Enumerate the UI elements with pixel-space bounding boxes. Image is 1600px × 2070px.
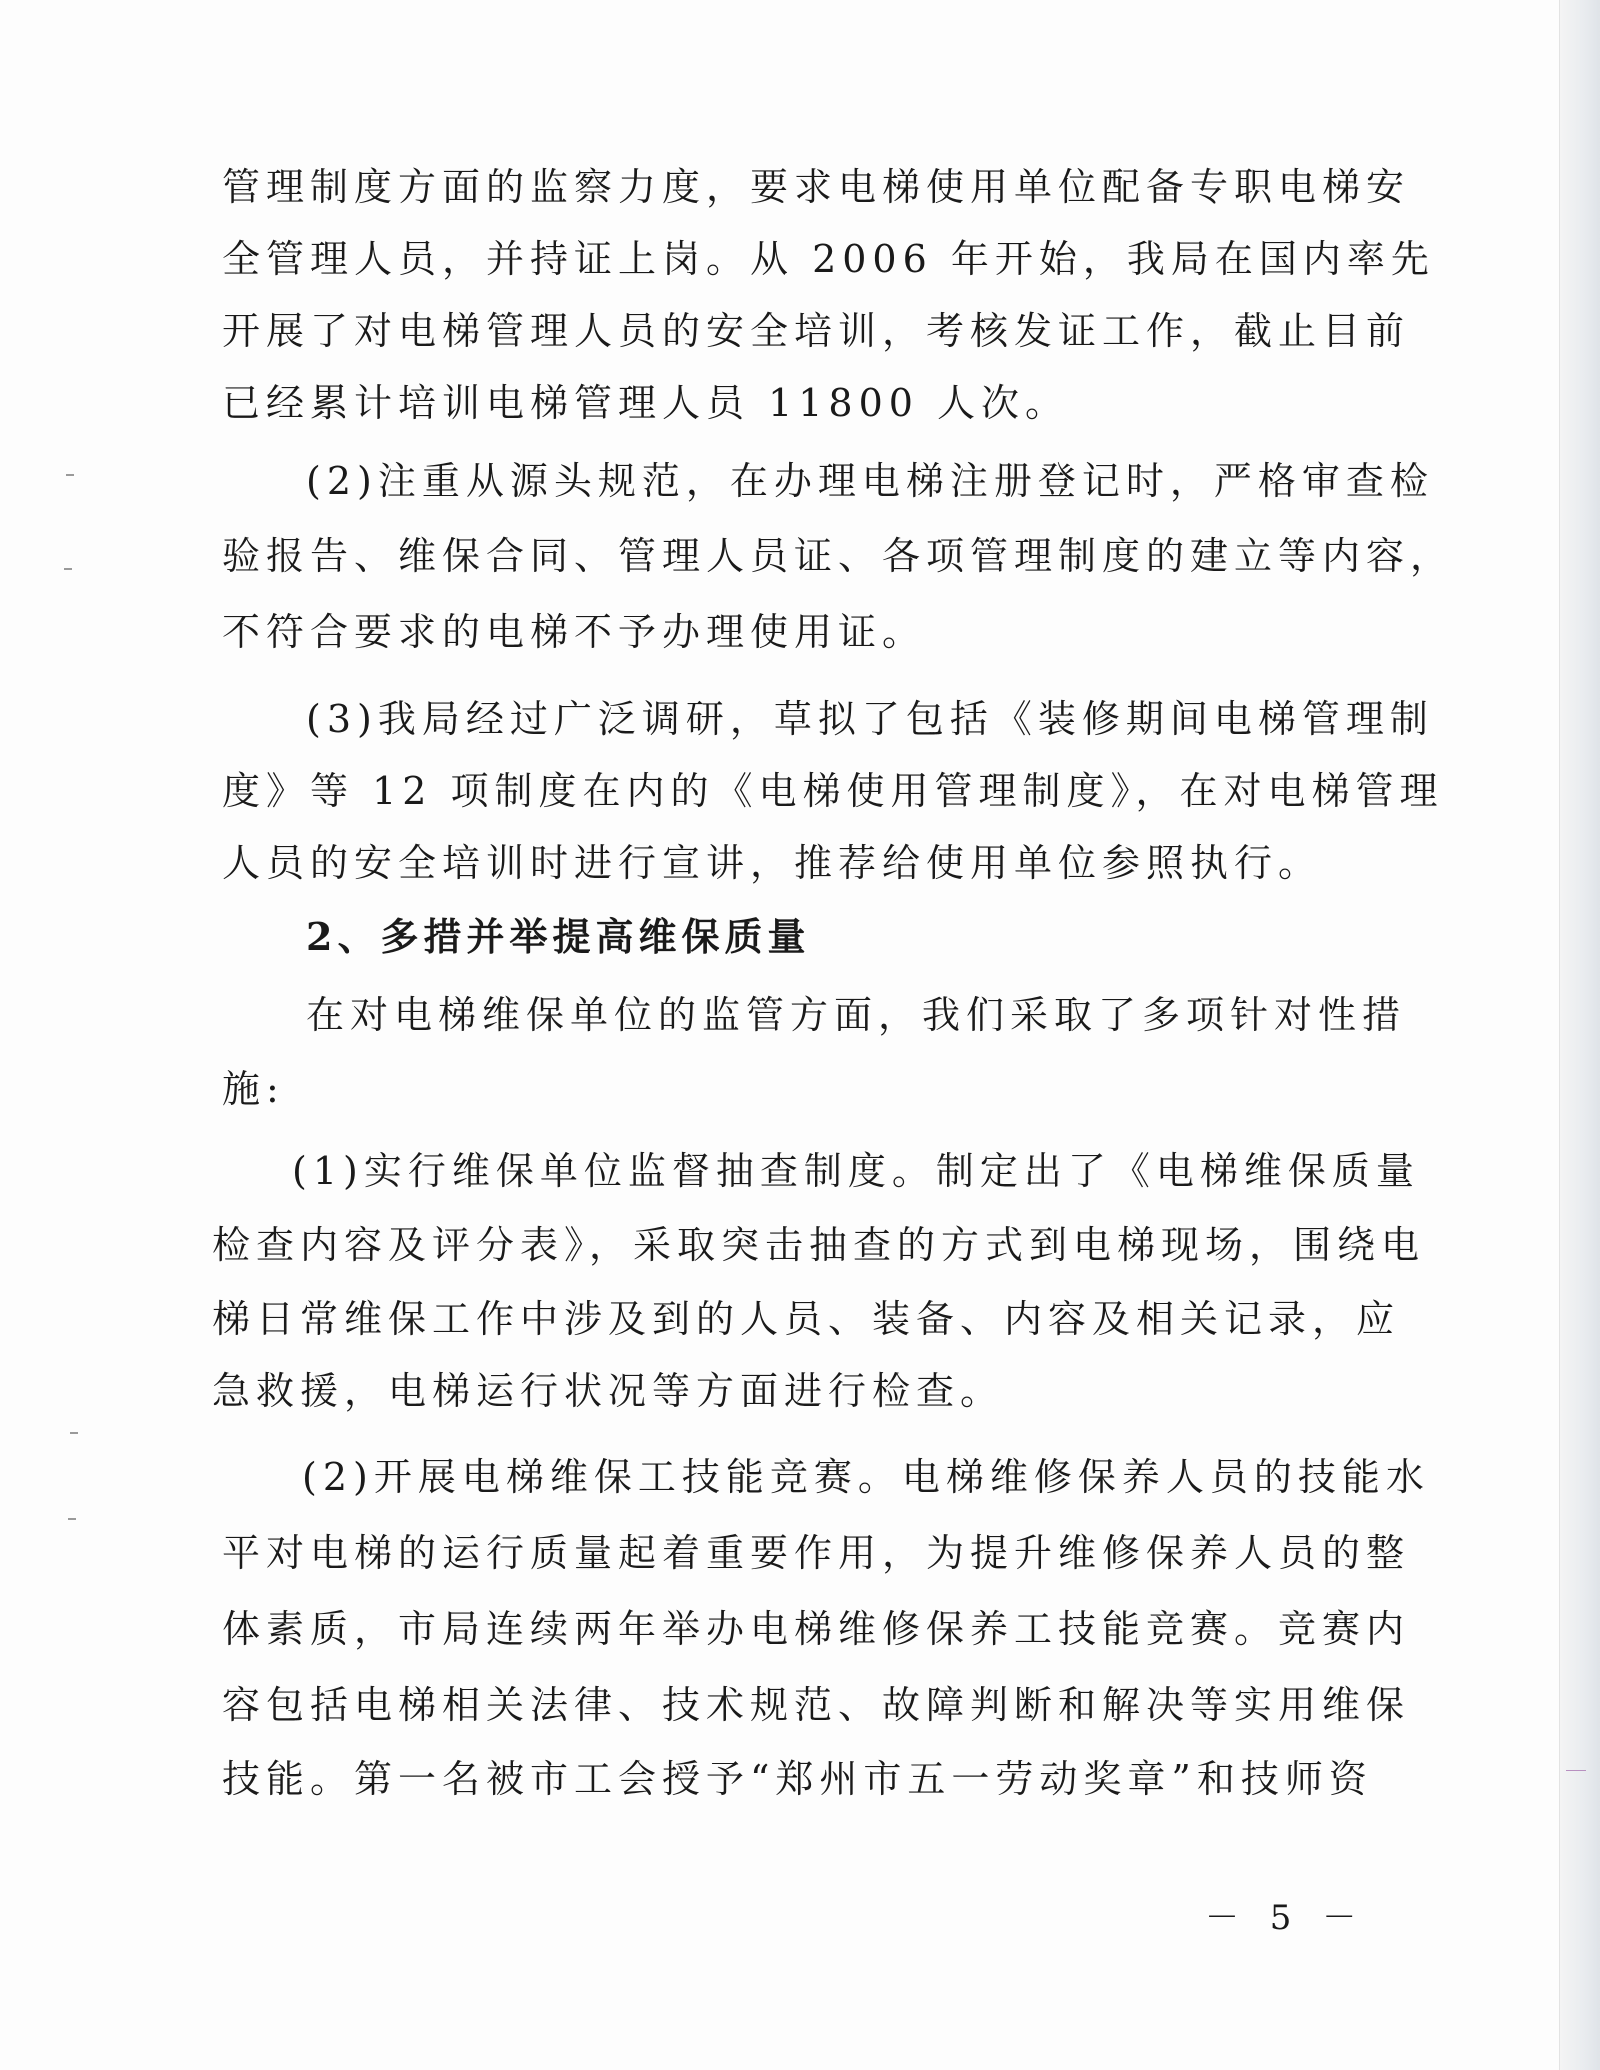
scan-edge: [1559, 0, 1600, 2070]
body-text-line: (3)我局经过广泛调研，草拟了包括《装修期间电梯管理制: [306, 697, 1434, 741]
body-text-line: 管理制度方面的监察力度，要求电梯使用单位配备专职电梯安: [222, 165, 1411, 209]
margin-speck: [66, 474, 74, 476]
body-text-line: 已经累计培训电梯管理人员 11800 人次。: [222, 381, 1070, 425]
body-text-line: (2)注重从源头规范，在办理电梯注册登记时，严格审查检: [306, 459, 1434, 503]
body-text-line: 体素质，市局连续两年举办电梯维修保养工技能竞赛。竞赛内: [222, 1607, 1411, 1651]
body-text-line: (1)实行维保单位监督抽查制度。制定出了《电梯维保质量: [292, 1149, 1420, 1193]
scan-mark: [1566, 1770, 1586, 1771]
body-text-line: 急救援，电梯运行状况等方面进行检查。: [212, 1369, 1005, 1413]
body-text-line: 不符合要求的电梯不予办理使用证。: [222, 610, 927, 654]
body-text-line: 梯日常维保工作中涉及到的人员、装备、内容及相关记录，应: [212, 1297, 1401, 1341]
margin-speck: [64, 568, 72, 570]
body-text-line: 度》等 12 项制度在内的《电梯使用管理制度》，在对电梯管理: [222, 769, 1444, 813]
body-text-line: 平对电梯的运行质量起着重要作用，为提升维修保养人员的整: [222, 1531, 1411, 1575]
margin-speck: [70, 1432, 78, 1434]
body-text-line: 全管理人员，并持证上岗。从 2006 年开始，我局在国内率先: [222, 237, 1435, 281]
body-text-line: 技能。第一名被市工会授予“郑州市五一劳动奖章”和技师资: [222, 1757, 1373, 1801]
section-heading: 2、多措并举提高维保质量: [306, 914, 811, 959]
body-text-line: 开展了对电梯管理人员的安全培训，考核发证工作，截止目前: [222, 309, 1411, 353]
body-text-line: 在对电梯维保单位的监管方面，我们采取了多项针对性措: [306, 993, 1407, 1037]
body-text-line: 人员的安全培训时进行宣讲，推荐给使用单位参照执行。: [222, 841, 1323, 885]
body-text-line: (2)开展电梯维保工技能竞赛。电梯维修保养人员的技能水: [302, 1455, 1430, 1499]
body-text-line: 容包括电梯相关法律、技术规范、故障判断和解决等实用维保: [222, 1683, 1411, 1727]
body-text-line: 验报告、维保合同、管理人员证、各项管理制度的建立等内容，: [222, 534, 1455, 578]
margin-speck: [68, 1518, 76, 1520]
body-text-line: 检查内容及评分表》，采取突击抽查的方式到电梯现场，围绕电: [212, 1223, 1426, 1267]
page-number: － 5 －: [1205, 1898, 1367, 1938]
body-text-line: 施:: [222, 1067, 285, 1111]
